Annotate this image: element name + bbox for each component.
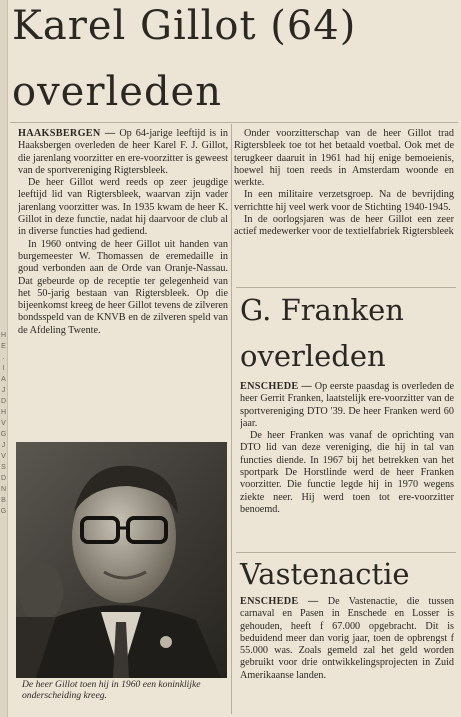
article3-headline: Vastenactie (240, 557, 410, 591)
article2-p1: Op eerste paasdag is overleden de heer Gerrit Franken, laatstelijk ere-voorzitter van de sportvereniging DTO '39. De heer Franken werd 60 jaar. (240, 381, 454, 429)
column-divider (231, 124, 232, 714)
article2-rule (236, 287, 456, 288)
left-margin-strip (0, 0, 8, 717)
article3-dateline: ENSCHEDE — (240, 596, 319, 607)
article1-lead-paragraph (18, 128, 228, 177)
portrait-photo (16, 442, 227, 678)
article1-headline-line1: Karel Gillot (64) (12, 3, 357, 49)
article3-rule (236, 552, 456, 553)
article2-p2: De heer Franken was vanaf de oprichting van DTO lid van deze vereniging, die hij in tal van functies diende. In 1967 bij het betrekken van het sportpark De Horstlinde werd de heer Franken voorzitter. Die functie legde hij in 1970 wegens ziekte neer. Hij werd toen tot ere-voorzitter benoemd. (240, 430, 454, 515)
article3-lead-paragraph (240, 596, 454, 682)
article1-dateline: HAAKSBERGEN — (18, 128, 116, 139)
headline-rule (10, 122, 458, 123)
article1-p3: In 1960 ontving de heer Gillot uit handen van burgemeester W. Thomassen de eremedaille in goud verbonden aan de Orde van Oranje-Nassau. Dat gebeurde op de receptie ter gelegenheid van het 50-jarig bestaan van Rigtersbleek. Op die bijeenkomst kreeg de heer Gillot tevens de zilveren bondsspeld van de KNVB en de zilveren speld van de Afdeling Twente. (18, 238, 228, 336)
photo-caption: De heer Gillot toen hij in 1960 een koninklijke onderscheiding kreeg. (22, 679, 201, 701)
margin-letters: H E . I A J D H V G J V S D N B G (0, 332, 7, 515)
article2-lead-paragraph (240, 381, 454, 430)
article3-body (240, 596, 454, 714)
article2-headline-line1: G. Franken (240, 293, 404, 327)
article1-p6: In de oorlogsjaren was de heer Gillot een zeer actief medewerker voor de textielfabriek Rigtersbleek (234, 214, 454, 238)
article1-p4: Onder voorzitterschap van de heer Gillot trad Rigtersbleek toe tot het betaald voetbal. Ook met de terugkeer daaruit in 1961 had hij enige bemoeienis, hoewel hij toen reeds in Amsterdam woonde en werkte. (234, 128, 454, 189)
article1-p1: Op 64-jarige leeftijd is in Haaksbergen overleden de heer Karel F. J. Gillot, die jarenlang voorzitter en ere-voorzitter is geweest van de sportvereniging Rigtersbleek. (18, 128, 228, 176)
article2-body (240, 381, 454, 549)
article1-right-column (234, 128, 454, 278)
article1-p2: De heer Gillot werd reeds op zeer jeugdige leeftijd lid van Rigtersbleek, waarvan zijn vader jarenlang voorzitter was. In 1935 kwam de heer K. Gillot in deze functie, nadat hij daarvoor de club al in diverse functies had gediend. (18, 177, 228, 238)
article2-headline-line2: overleden (240, 339, 386, 373)
portrait-photo-image (16, 442, 227, 678)
article2-dateline: ENSCHEDE — (240, 381, 312, 392)
article1-p5: In een militaire verzetsgroep. Na de bevrijding verrichtte hij veel werk voor de Stichting 1940-1945. (234, 189, 454, 213)
article1-headline-line2: overleden (12, 69, 222, 115)
article3-p1: De Vastenactie, die tussen carnaval en Pasen in Enschede en Losser is gehouden, heeft f 67.000 opgebracht. Dit is beduidend meer dan vorig jaar, toen de opbrengst f 55.000 was. Zoals gemeld zal het geld worden gebruikt voor drie ontwikkelingsprojecten in Zuid Amerikaanse landen. (240, 596, 454, 681)
article1-left-column (18, 128, 228, 438)
